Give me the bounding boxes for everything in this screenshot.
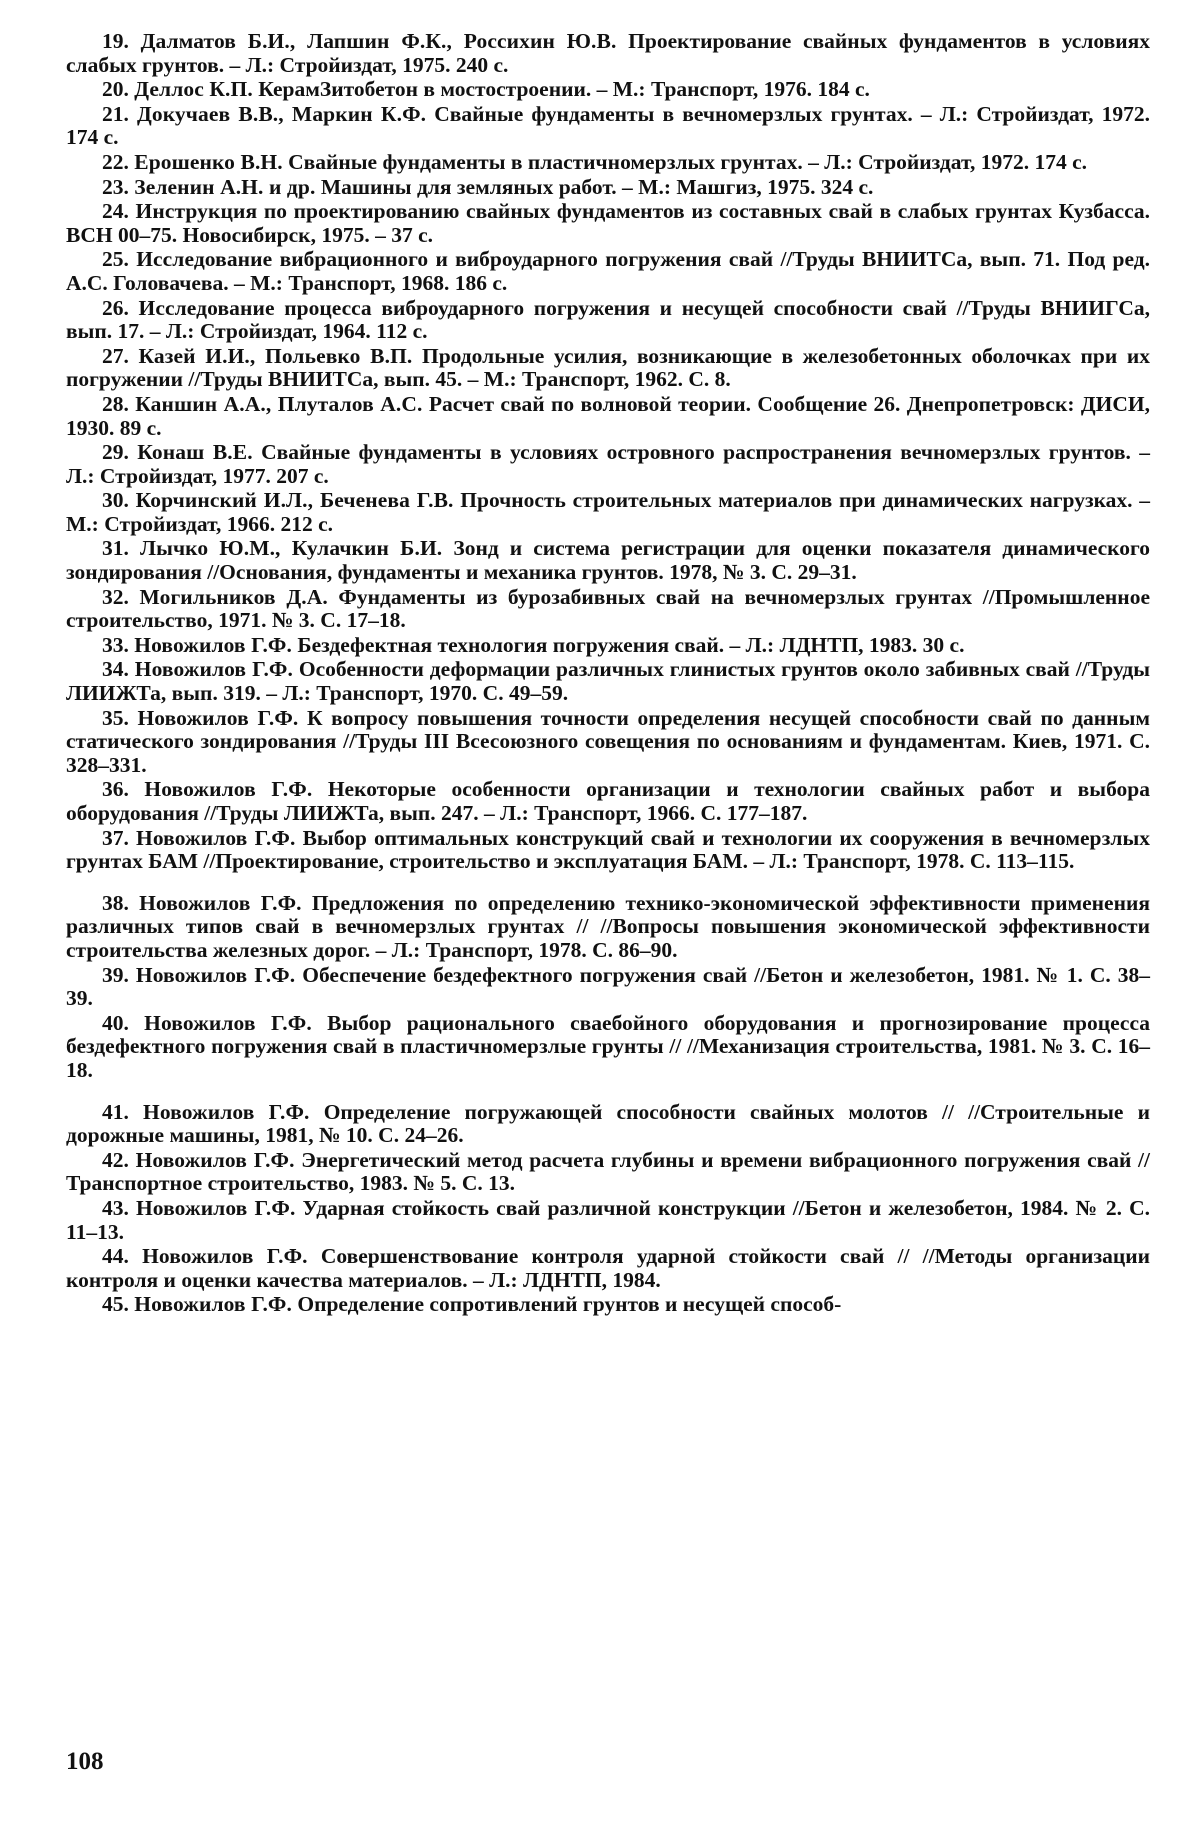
reference-authors: Деллос К.П. — [134, 77, 253, 102]
reference-text: Расчет свай по волновой теории. Сообщение 26. Днепропетровск: ДИСИ, 1930. 89 с. — [66, 391, 1150, 440]
reference-entry — [66, 345, 1150, 392]
reference-authors: Новожилов Г.Ф. — [139, 890, 302, 915]
reference-number: 24. — [102, 199, 129, 224]
reference-number: 20. — [102, 77, 129, 102]
reference-entry — [66, 892, 1150, 963]
page-number: 108 — [66, 1748, 104, 1775]
reference-authors: Новожилов Г.Ф. — [135, 962, 296, 987]
reference-number: 33. — [102, 632, 129, 657]
reference-text: Свайные фундаменты в пластичномерзлых грунтах. – Л.: Стройиздат, 1972. 174 с. — [288, 149, 1087, 174]
reference-authors: Могильников Д.А. — [139, 584, 328, 609]
reference-number: 34. — [102, 657, 129, 682]
reference-number: 25. — [102, 247, 129, 272]
reference-text: Определение сопротивлений грунтов и несущей способ- — [297, 1292, 842, 1317]
reference-authors: Новожилов Г.Ф. — [134, 632, 292, 657]
reference-number: 42. — [102, 1147, 129, 1172]
reference-authors: Новожилов Г.Ф. — [136, 825, 296, 850]
reference-number: 27. — [102, 343, 129, 368]
reference-text: Проектирование свайных фундаментов в условиях слабых грунтов. – Л.: Стройиздат, 1975. 240 с. — [66, 29, 1151, 77]
reference-authors: Новожилов Г.Ф. — [144, 777, 313, 802]
reference-text: Энергетический метод расчета глубины и времени вибрационного погружения свай //Транспортное строительство, 1983. № 5. С. 13. — [66, 1147, 1151, 1196]
reference-authors: Новожилов Г.Ф. — [142, 1244, 308, 1269]
reference-text: К вопросу повышения точности определения несущей способности свай по данным статического зондирования //Труды III Всесоюзного совещения по основаниям и фундаментам. Киев, 1971. С. 328–331. — [66, 705, 1151, 777]
reference-number: 45. — [102, 1292, 129, 1317]
reference-entry — [66, 1149, 1150, 1196]
reference-text: Машины для земляных работ. – М.: Машгиз, 1975. 324 с. — [320, 174, 874, 199]
reference-text: КерамЗитобетон в мостостроении. – М.: Транспорт, 1976. 184 с. — [258, 77, 870, 102]
reference-text: Совершенствование контроля ударной стойкости свай // //Методы организации контроля и оценки качества материалов. – Л.: ЛДНТП, 1984. — [66, 1244, 1150, 1292]
reference-number: 38. — [102, 890, 129, 915]
reference-authors: Каншин А.А., Плуталов А.С. — [135, 391, 423, 416]
reference-text: Некоторые особенности организации и технологии свайных работ и выбора оборудования //Труды ЛИИЖТа, вып. 247. – Л.: Транспорт, 1966. С. 177–187. — [66, 777, 1150, 825]
reference-entry — [66, 778, 1150, 825]
reference-entry — [66, 489, 1150, 536]
reference-entry — [66, 441, 1150, 488]
reference-entry — [66, 1245, 1150, 1292]
reference-entry — [66, 707, 1150, 778]
reference-authors: Инструкция — [135, 199, 258, 224]
reference-entry — [66, 634, 1150, 658]
reference-entry — [66, 1197, 1150, 1244]
reference-authors: Новожилов Г.Ф. — [134, 657, 293, 682]
reference-text: Свайные фундаменты в вечномерзлых грунтах. – Л.: Стройиздат, 1972. 174 с. — [66, 101, 1151, 150]
reference-authors: Новожилов Г.Ф. — [137, 705, 299, 730]
reference-authors: Зеленин А.Н. и др. — [134, 174, 316, 199]
reference-authors: Новожилов Г.Ф. — [135, 1195, 296, 1220]
reference-number: 30. — [102, 488, 129, 513]
reference-authors: Корчинский И.Л., Беченева Г.В. — [135, 488, 454, 513]
reference-text: Бездефектная технология погружения свай. – Л.: ЛДНТП, 1983. 30 с. — [297, 632, 965, 657]
reference-number: 23. — [102, 174, 129, 199]
reference-entry — [66, 537, 1150, 584]
reference-number: 29. — [102, 440, 129, 465]
reference-entry — [66, 103, 1150, 150]
reference-number: 21. — [102, 101, 129, 126]
reference-number: 22. — [102, 149, 129, 174]
reference-number: 40. — [102, 1010, 129, 1035]
reference-authors: Далматов Б.И., Лапшин Ф.К., Россихин Ю.В. — [140, 29, 617, 53]
reference-entry — [66, 1293, 1150, 1317]
reference-authors: Ерошенко В.Н. — [134, 149, 283, 174]
reference-number: 41. — [102, 1099, 129, 1124]
reference-text: процесса виброударного погружения и несущей способности свай //Труды ВНИИГСа, вып. 17. – Л.: Стройиздат, 1964. 112 с. — [66, 295, 1150, 344]
reference-number: 44. — [102, 1244, 129, 1269]
reference-number: 28. — [102, 391, 129, 416]
reference-entry — [66, 964, 1150, 1011]
reference-number: 31. — [102, 536, 129, 561]
reference-entry — [66, 30, 1150, 77]
reference-number: 36. — [102, 777, 129, 802]
reference-text: Ударная стойкость свай различной конструкции //Бетон и железобетон, 1984. № 2. С. 11–13. — [66, 1195, 1151, 1244]
reference-number: 19. — [102, 29, 129, 53]
reference-entry — [66, 297, 1150, 344]
reference-authors: Новожилов Г.Ф. — [144, 1010, 312, 1035]
reference-text: Выбор рационального сваебойного оборудования и прогнозирование процесса бездефектного погружения свай в пластичномерзлые грунты // //Механизация строительства, 1981. № 3. С. 16–18. — [66, 1010, 1151, 1082]
reference-entry — [66, 827, 1150, 874]
reference-authors: Конаш В.Е. — [137, 440, 253, 465]
reference-text: по проектированию свайных фундаментов из составных свай в слабых грунтах Кузбасса. ВСН 00–75. Новосибирск, 1975. – 37 с. — [66, 199, 1151, 247]
reference-entry — [66, 248, 1150, 295]
reference-number: 35. — [102, 705, 129, 730]
reference-text: Определение погружающей способности свайных молотов // //Строительные и дорожные машины, 1981, № 10. С. 24–26. — [66, 1099, 1150, 1148]
reference-authors: Исследование — [136, 247, 273, 272]
reference-number: 37. — [102, 825, 129, 850]
reference-text: вибрационного и виброударного погружения свай //Труды ВНИИТСа, вып. 71. Под ред. А.С. Головачева. – М.: Транспорт, 1968. 186 с. — [66, 247, 1150, 295]
reference-number: 32. — [102, 584, 129, 609]
reference-text: Обеспечение бездефектного погружения свай //Бетон и железобетон, 1981. № 1. С. 38–39. — [66, 962, 1151, 1011]
reference-entry — [66, 176, 1150, 200]
reference-text: Выбор оптимальных конструкций свай и технологии их сооружения в вечномерзлых грунтах БАМ //Проектирование, строительство и эксплуатация БАМ. – Л.: Транспорт, 1978. С. 113–115. — [66, 825, 1151, 874]
reference-text: Зонд и система регистрации для оценки показателя динамического зондирования //Основания, фундаменты и механика грунтов. 1978, № 3. С. 29–31. — [66, 536, 1151, 585]
reference-list — [66, 30, 1150, 1318]
reference-entry — [66, 200, 1150, 247]
reference-authors: Лычко Ю.М., Кулачкин Б.И. — [139, 536, 443, 561]
reference-authors: Казей И.И., Польевко В.П. — [138, 343, 413, 368]
reference-text: Фундаменты из бурозабивных свай на вечномерзлых грунтах //Промышленное строительство, 1971. № 3. С. 17–18. — [66, 584, 1150, 633]
reference-text: Предложения по определению технико-экономической эффективности применения различных типов свай в вечномерзлых грунтах // //Вопросы повышения экономической эффективности строительства железных дорог. – Л.: Транспорт, 1978. С. 86–90. — [66, 890, 1151, 962]
reference-entry — [66, 658, 1150, 705]
reference-entry — [66, 78, 1150, 102]
reference-authors: Новожилов Г.Ф. — [135, 1147, 295, 1172]
reference-entry — [66, 1012, 1150, 1083]
reference-authors: Новожилов Г.Ф. — [134, 1292, 292, 1317]
reference-entry — [66, 1101, 1150, 1148]
reference-text: Прочность строительных материалов при динамических нагрузках. – М.: Стройиздат, 1966. 212 с. — [66, 488, 1151, 536]
reference-text: Особенности деформации различных глинистых грунтов около забивных свай //Труды ЛИИЖТа, вып. 319. – Л.: Транспорт, 1970. С. 49–59. — [66, 657, 1150, 706]
reference-entry — [66, 151, 1150, 175]
reference-number: 26. — [102, 295, 129, 320]
reference-entry — [66, 393, 1150, 440]
reference-number: 43. — [102, 1195, 129, 1220]
reference-number: 39. — [102, 962, 129, 987]
reference-entry — [66, 586, 1150, 633]
reference-text: Продольные усилия, возникающие в железобетонных оболочках при их погружении //Труды ВНИИТСа, вып. 45. – М.: Транспорт, 1962. С. 8. — [66, 343, 1151, 392]
reference-authors: Новожилов Г.Ф. — [143, 1099, 310, 1124]
reference-authors: Исследование — [138, 295, 275, 320]
reference-text: Свайные фундаменты в условиях островного распространения вечномерзлых грунтов. – Л.: Стройиздат, 1977. 207 с. — [66, 440, 1151, 488]
reference-authors: Докучаев В.В., Маркин К.Ф. — [137, 101, 427, 126]
